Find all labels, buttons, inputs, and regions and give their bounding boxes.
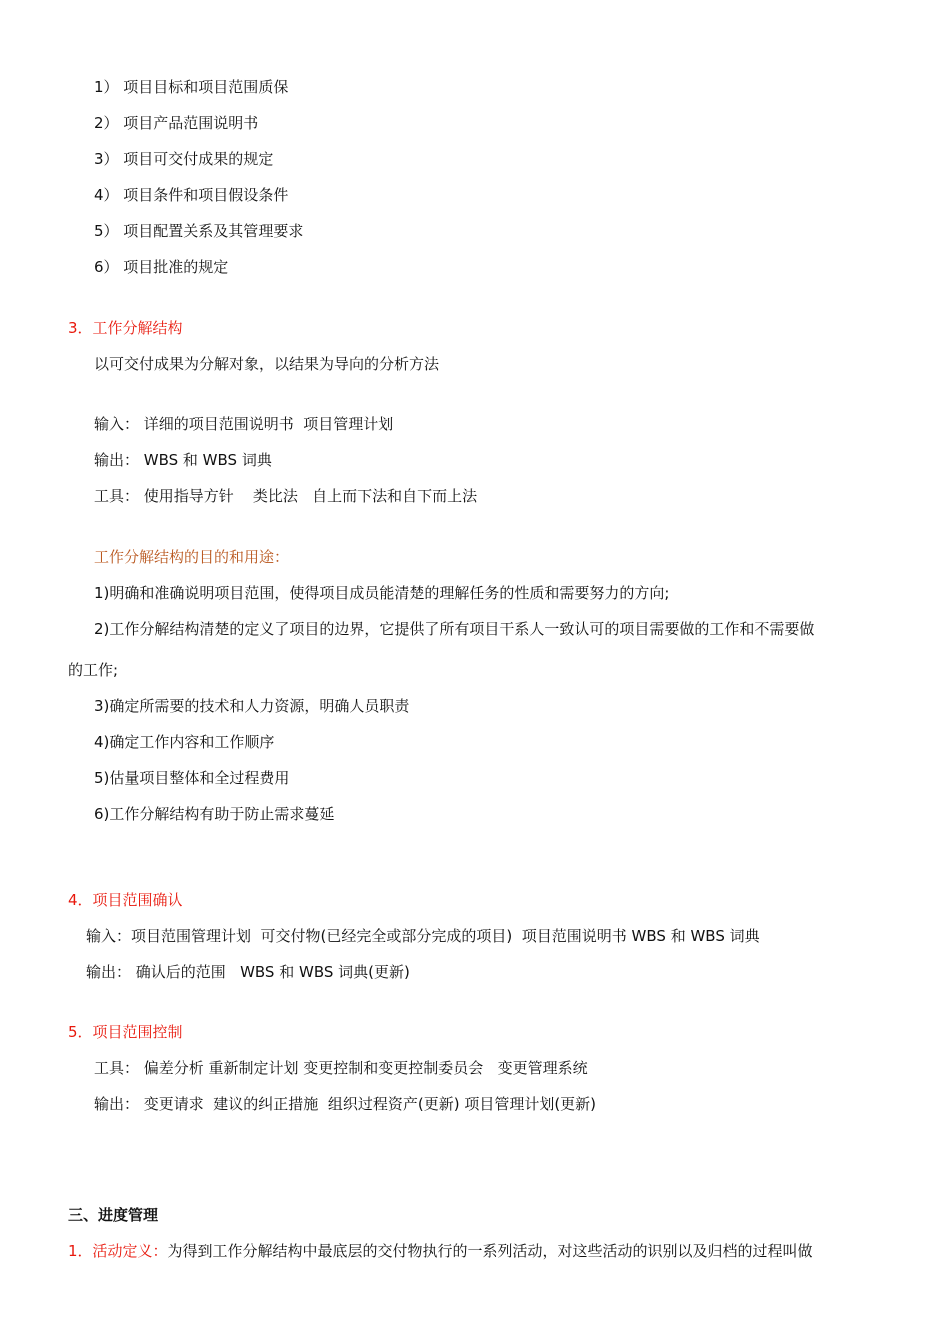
section-heading: 4．项目范围确认 xyxy=(68,891,183,909)
activity-definition xyxy=(68,1241,813,1261)
purpose-item: 2)工作分解结构清楚的定义了项目的边界，它提供了所有项目干系人一致认可的项目需要做的工作和不需要做 xyxy=(94,620,815,638)
purpose-heading: 工作分解结构的目的和用途： xyxy=(94,548,290,566)
purpose-item: 4)确定工作内容和工作顺序 xyxy=(94,733,275,751)
list-item: 2） 项目产品范围说明书 xyxy=(94,114,259,132)
wbs-input: 输入： 详细的项目范围说明书 项目管理计划 xyxy=(94,415,394,433)
wbs-tools: 工具： 使用指导方针 类比法 自上而下法和自下而上法 xyxy=(94,487,478,505)
list-item: 6） 项目批准的规定 xyxy=(94,258,229,276)
verify-output: 输出： 确认后的范围 WBS 和 WBS 词典(更新) xyxy=(86,963,410,981)
control-tools: 工具： 偏差分析 重新制定计划 变更控制和变更控制委员会 变更管理系统 xyxy=(94,1059,588,1077)
section-heading: 5．项目范围控制 xyxy=(68,1023,183,1041)
verify-input: 输入：项目范围管理计划 可交付物(已经完全或部分完成的项目) 项目范围说明书 WBS 和 WBS 词典 xyxy=(86,927,760,945)
activity-definition-text: 为得到工作分解结构中最底层的交付物执行的一系列活动，对这些活动的识别以及归档的过程叫做 xyxy=(167,1242,813,1260)
activity-definition-label: 1．活动定义： xyxy=(68,1242,168,1260)
control-output: 输出： 变更请求 建议的纠正措施 组织过程资产(更新) 项目管理计划(更新) xyxy=(94,1095,597,1113)
purpose-item: 5)估量项目整体和全过程费用 xyxy=(94,769,290,787)
list-item: 4） 项目条件和项目假设条件 xyxy=(94,186,289,204)
section-description: 以可交付成果为分解对象，以结果为导向的分析方法 xyxy=(94,355,440,373)
purpose-item: 1)明确和准确说明项目范围，使得项目成员能清楚的理解任务的性质和需要努力的方向; xyxy=(94,584,670,602)
purpose-item: 3)确定所需要的技术和人力资源，明确人员职责 xyxy=(94,697,410,715)
wbs-output: 输出： WBS 和 WBS 词典 xyxy=(94,451,272,469)
purpose-item: 6)工作分解结构有助于防止需求蔓延 xyxy=(94,805,335,823)
list-item: 3） 项目可交付成果的规定 xyxy=(94,150,274,168)
chapter-heading: 三、进度管理 xyxy=(68,1206,159,1224)
list-item: 1） 项目目标和项目范围质保 xyxy=(94,78,289,96)
purpose-item-continuation: 的工作; xyxy=(68,661,119,679)
list-item: 5） 项目配置关系及其管理要求 xyxy=(94,222,304,240)
section-heading: 3．工作分解结构 xyxy=(68,319,183,337)
